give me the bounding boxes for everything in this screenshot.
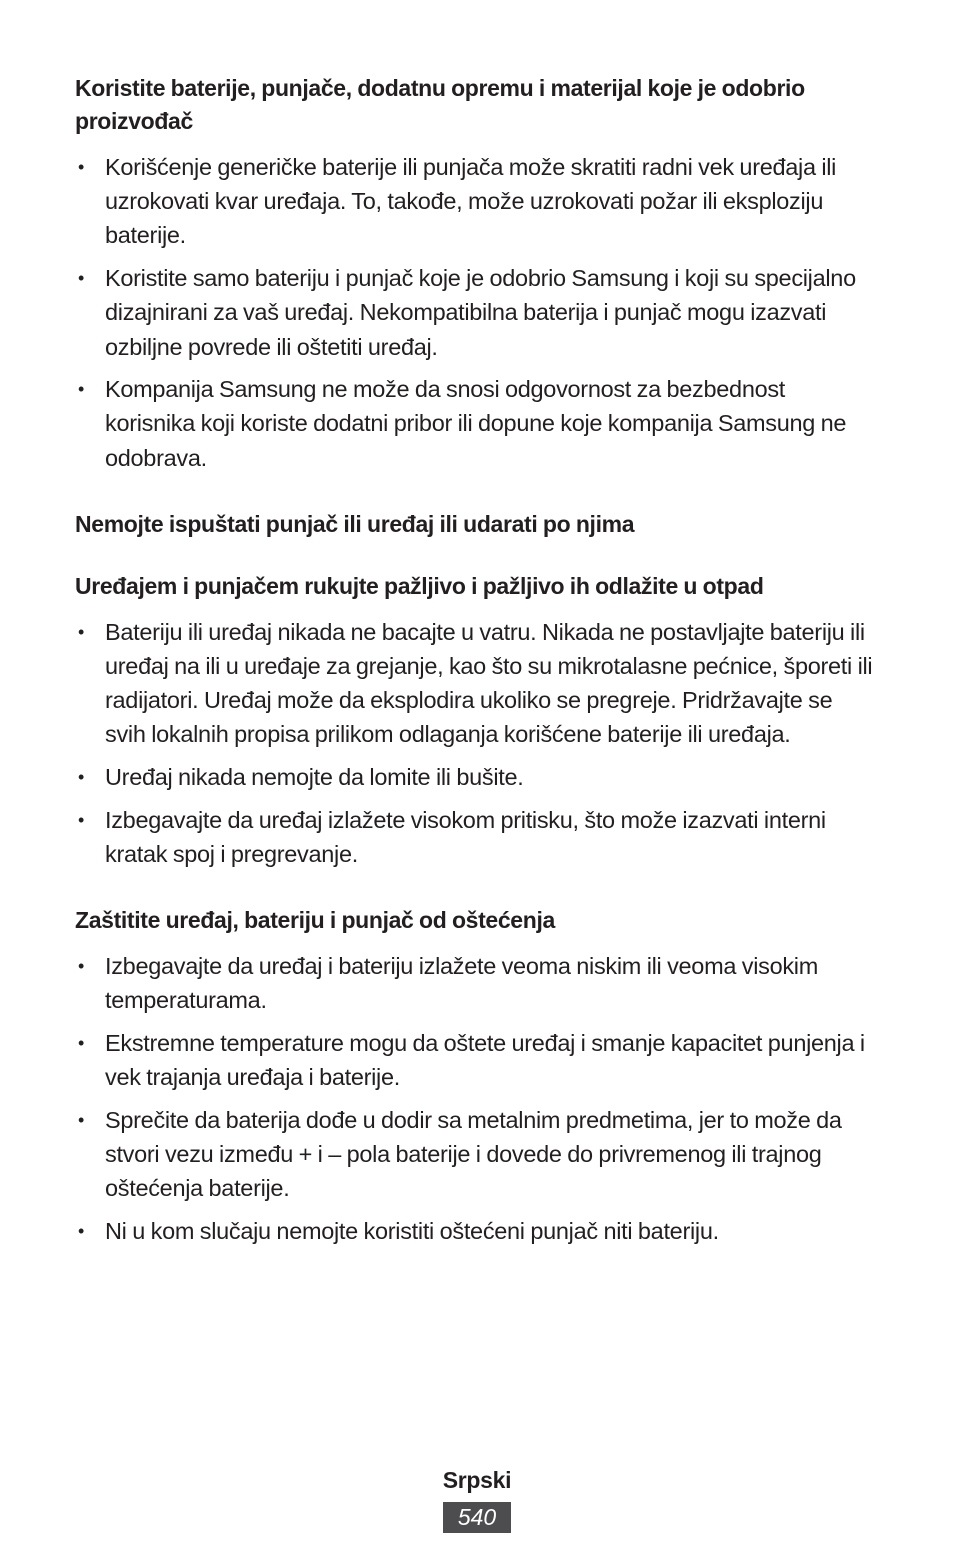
list-item — [75, 1026, 875, 1094]
bullet-icon: • — [78, 1033, 85, 1054]
list-item — [75, 150, 875, 253]
bullet-icon: • — [78, 1221, 85, 1242]
bullet-icon: • — [78, 157, 85, 177]
list-item — [75, 949, 875, 1017]
bullet-icon: • — [78, 379, 85, 400]
section-heading: Nemojte ispuštati punjač ili uređaj ili udarati po njima — [75, 510, 635, 537]
list-item — [75, 261, 875, 364]
bullet-list — [75, 615, 875, 871]
section-handle-and-dispose — [75, 570, 875, 871]
list-item — [75, 803, 875, 871]
list-item — [75, 1214, 875, 1248]
section-heading: Koristite baterije, punjače, dodatnu opremu i materijal koje je odobrio proizvođač — [75, 75, 805, 134]
section-approved-accessories — [75, 72, 875, 475]
list-item-text: Ekstremne temperature mogu da oštete uređaj i smanje kapacitet punjenja i vek trajanja uređaja i baterije. — [105, 1030, 865, 1091]
list-item-text: Korišćenje generičke baterije ili punjača može skratiti radni vek uređaja ili uzrokovati kvar uređaja. To, takođe, može uzrokovati požar ili eksploziju baterije. — [105, 154, 837, 249]
list-item-text: Koristite samo bateriju i punjač koje je odobrio Samsung i koji su specijalno dizajnirani za vaš uređaj. Nekompatibilna baterija i punjač mogu izazvati ozbiljne povrede ili oštetiti uređaj. — [105, 265, 856, 360]
page-footer — [0, 1462, 954, 1533]
bullet-icon: • — [78, 621, 85, 642]
bullet-list — [75, 150, 875, 475]
bullet-icon: • — [78, 809, 85, 830]
section-heading: Zaštitite uređaj, bateriju i punjač od oštećenja — [75, 907, 555, 934]
footer-language: Srpski — [442, 1467, 512, 1493]
bullet-icon: • — [78, 1110, 85, 1131]
list-item-text: Izbegavajte da uređaj izlažete visokom pritisku, što može izazvati interni kratak spoj i pregrevanje. — [105, 806, 826, 868]
list-item-text: Izbegavajte da uređaj i bateriju izlažete veoma niskim ili veoma visokim temperaturama. — [105, 953, 818, 1014]
list-item-text: Bateriju ili uređaj nikada ne bacajte u vatru. Nikada ne postavljajte bateriju ili uređaj na ili u uređaje za grejanje, kao što su mikrotalasne pećnice, šporeti ili radijatori. Uređaj može da eksplodira ukoliko se pregreje. Pridržavajte se svih lokalnih propisa prilikom odlaganja korišćene baterije ili uređaja. — [105, 618, 873, 748]
list-item — [75, 760, 875, 794]
bullet-icon: • — [78, 268, 85, 289]
bullet-icon: • — [78, 956, 85, 977]
document-body — [75, 72, 875, 1281]
list-item-text: Kompanija Samsung ne može da snosi odgovornost za bezbednost korisnika koji koriste dodatni pribor ili dopune koje kompanija Samsung ne odobrava. — [105, 376, 847, 471]
page-number-badge: 540 — [443, 1502, 511, 1533]
list-item — [75, 1103, 875, 1206]
section-protect-from-damage — [75, 904, 875, 1248]
list-item-text: Ni u kom slučaju nemojte koristiti oštećeni punjač niti bateriju. — [105, 1218, 719, 1245]
list-item-text: Sprečite da baterija dođe u dodir sa metalnim predmetima, jer to može da stvori vezu između + i – pola baterije i dovede do privremenog ili trajnog oštećenja baterije. — [105, 1107, 842, 1202]
bullet-icon: • — [78, 767, 85, 788]
section-do-not-drop — [75, 508, 875, 541]
list-item-text: Uređaj nikada nemojte da lomite ili bušite. — [105, 764, 524, 791]
list-item — [75, 372, 875, 475]
bullet-list — [75, 949, 875, 1248]
section-heading: Uređajem i punjačem rukujte pažljivo i pažljivo ih odlažite u otpad — [75, 572, 764, 599]
list-item — [75, 615, 875, 752]
